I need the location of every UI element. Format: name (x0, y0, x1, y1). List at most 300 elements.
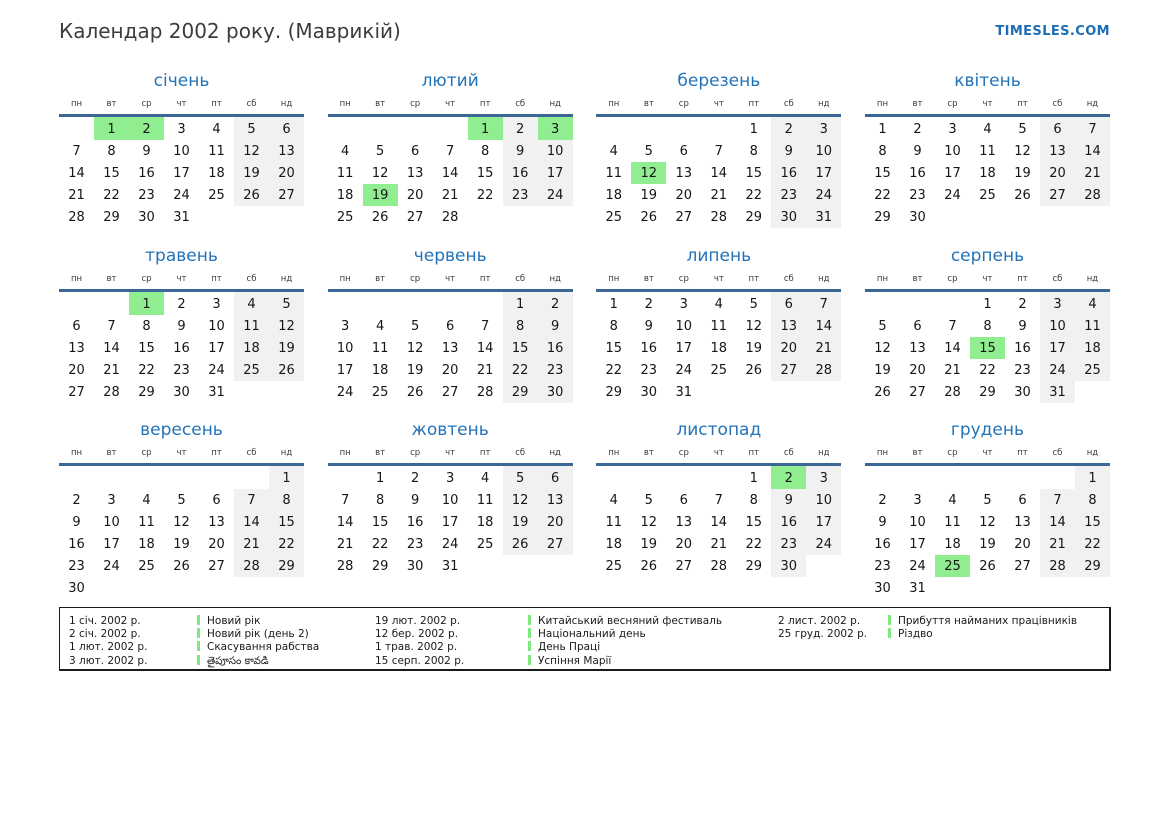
day-cell: 7 (481, 318, 490, 334)
holiday-day-cell: 15 (970, 337, 1005, 359)
day-cell: 31 (909, 580, 926, 596)
day-cell: 8 (749, 492, 758, 508)
day-cell: 7 (1040, 489, 1075, 511)
day-cell: 10 (806, 489, 841, 511)
day-cell: 30 (1014, 384, 1031, 400)
day-cell: 19 (874, 362, 891, 378)
day-cell: 17 (944, 165, 961, 181)
day-cell: 4 (142, 492, 151, 508)
day-cell: 18 (138, 536, 155, 552)
day-cell: 9 (538, 315, 573, 337)
day-cell: 1 (749, 121, 758, 137)
day-cell: 5 (983, 492, 992, 508)
day-cell: 16 (538, 337, 573, 359)
day-cell: 28 (710, 209, 728, 225)
day-cell: 12 (979, 514, 996, 530)
day-cell: 11 (234, 315, 269, 337)
weekday-label: вт (363, 96, 398, 116)
day-cell: 21 (710, 187, 728, 203)
legend-date: 25 груд. 2002 р. (778, 628, 868, 641)
day-cell: 7 (72, 143, 81, 159)
day-cell: 21 (1040, 533, 1075, 555)
day-cell: 13 (1040, 140, 1075, 162)
weekday-label: нд (269, 445, 304, 465)
day-cell: 7 (107, 318, 116, 334)
empty-day-cell (129, 577, 164, 599)
day-cell: 18 (605, 187, 623, 203)
legend-holiday-name: Різдво (888, 628, 1077, 641)
day-cell: 21 (234, 533, 269, 555)
day-cell: 4 (341, 143, 350, 159)
day-cell: 16 (138, 165, 155, 181)
day-cell: 11 (336, 165, 354, 181)
day-cell: 3 (1040, 291, 1075, 316)
day-cell: 12 (371, 165, 389, 181)
day-cell: 22 (371, 536, 389, 552)
day-cell: 22 (503, 359, 538, 381)
day-cell: 18 (944, 536, 961, 552)
day-cell: 11 (138, 514, 155, 530)
day-cell: 28 (441, 209, 459, 225)
empty-day-cell (199, 577, 234, 599)
weekday-label: ср (129, 96, 164, 116)
day-cell: 1 (1075, 465, 1110, 490)
brand-link[interactable]: TIMESLES.COM (995, 24, 1110, 39)
day-cell: 13 (208, 514, 225, 530)
day-cell: 2 (72, 492, 81, 508)
day-cell: 20 (1040, 162, 1075, 184)
day-cell: 11 (944, 514, 961, 530)
day-cell: 21 (103, 362, 120, 378)
day-cell: 11 (979, 143, 996, 159)
day-cell: 3 (679, 296, 688, 312)
day-cell: 29 (371, 558, 389, 574)
day-cell: 9 (177, 318, 186, 334)
month-grid (865, 96, 1110, 228)
day-cell: 11 (476, 492, 494, 508)
weekday-label: чт (164, 96, 199, 116)
day-cell: 20 (538, 511, 573, 533)
day-cell: 26 (874, 384, 891, 400)
day-cell: 16 (771, 162, 806, 184)
day-cell: 9 (878, 514, 887, 530)
day-cell: 16 (406, 514, 424, 530)
day-cell: 23 (138, 187, 155, 203)
day-cell: 10 (538, 140, 573, 162)
day-cell: 2 (177, 296, 186, 312)
day-cell: 27 (771, 359, 806, 381)
day-cell: 3 (446, 470, 455, 486)
month-grid (328, 445, 573, 577)
legend-date: 1 січ. 2002 р. (69, 615, 141, 627)
weekday-label: пн (596, 445, 631, 465)
empty-day-cell (935, 291, 970, 316)
day-cell: 21 (944, 362, 961, 378)
day-cell: 13 (1014, 514, 1031, 530)
day-cell: 5 (644, 492, 653, 508)
holiday-marker-icon (528, 641, 531, 651)
holiday-marker-icon (197, 628, 200, 638)
legend-holiday-name: Скасування рабства (197, 641, 319, 654)
day-cell: 15 (476, 165, 494, 181)
day-cell: 15 (874, 165, 891, 181)
month-grid (865, 445, 1110, 599)
day-cell: 22 (979, 362, 996, 378)
day-cell: 12 (745, 318, 763, 334)
weekday-label: вт (900, 445, 935, 465)
empty-day-cell (701, 381, 736, 403)
day-cell: 13 (771, 315, 806, 337)
day-cell: 19 (640, 536, 658, 552)
day-cell: 1 (503, 291, 538, 316)
day-cell: 29 (1075, 555, 1110, 577)
day-cell: 15 (269, 511, 304, 533)
day-cell: 3 (107, 492, 116, 508)
day-cell: 24 (103, 558, 120, 574)
day-cell: 1 (983, 296, 992, 312)
day-cell: 29 (503, 381, 538, 403)
legend-column-3 (778, 615, 1077, 641)
day-cell: 26 (503, 533, 538, 555)
weekday-label: пт (1005, 96, 1040, 116)
weekday-label: вт (94, 445, 129, 465)
day-cell: 28 (944, 384, 961, 400)
day-cell: 14 (476, 340, 494, 356)
legend-entry (375, 615, 722, 628)
day-cell: 28 (234, 555, 269, 577)
day-cell: 7 (446, 143, 455, 159)
day-cell: 17 (806, 511, 841, 533)
day-cell: 9 (411, 492, 420, 508)
day-cell: 17 (103, 536, 120, 552)
weekday-label: нд (806, 445, 841, 465)
empty-day-cell (1005, 206, 1040, 228)
day-cell: 19 (173, 536, 190, 552)
day-cell: 5 (503, 465, 538, 490)
day-cell: 14 (103, 340, 120, 356)
weekday-label: ср (398, 271, 433, 291)
day-cell: 18 (336, 187, 354, 203)
holiday-marker-icon (888, 628, 891, 638)
day-cell: 3 (806, 465, 841, 490)
day-cell: 18 (208, 165, 225, 181)
day-cell: 22 (269, 533, 304, 555)
month-title: серпень (950, 246, 1025, 266)
day-cell: 6 (679, 143, 688, 159)
empty-day-cell (631, 116, 666, 141)
month-title: березень (677, 71, 761, 91)
day-cell: 8 (481, 143, 490, 159)
day-cell: 25 (234, 359, 269, 381)
holiday-legend-box (59, 607, 1111, 671)
holiday-marker-icon (528, 615, 531, 625)
month-block (596, 245, 841, 419)
day-cell: 26 (173, 558, 190, 574)
empty-day-cell (94, 577, 129, 599)
weekday-label: сб (234, 96, 269, 116)
day-cell: 12 (173, 514, 190, 530)
day-cell: 13 (675, 514, 693, 530)
day-cell: 16 (640, 340, 658, 356)
weekday-label: пн (328, 271, 363, 291)
legend-entry (375, 655, 722, 668)
day-cell: 10 (173, 143, 190, 159)
day-cell: 24 (336, 384, 354, 400)
month-block (328, 245, 573, 419)
day-cell: 9 (644, 318, 653, 334)
day-cell: 19 (640, 187, 658, 203)
legend-entry (375, 641, 722, 654)
day-cell: 24 (538, 184, 573, 206)
day-cell: 18 (476, 514, 494, 530)
weekday-label: пт (468, 445, 503, 465)
day-cell: 6 (913, 318, 922, 334)
day-cell: 20 (675, 187, 693, 203)
day-cell: 17 (538, 162, 573, 184)
legend-entry (69, 641, 319, 654)
empty-day-cell (468, 555, 503, 577)
empty-day-cell (234, 577, 269, 599)
weekday-label: ср (935, 96, 970, 116)
day-cell: 23 (640, 362, 658, 378)
day-cell: 8 (609, 318, 618, 334)
weekday-label: вт (631, 96, 666, 116)
day-cell: 23 (771, 184, 806, 206)
day-cell: 25 (710, 362, 728, 378)
empty-day-cell (935, 206, 970, 228)
day-cell: 29 (103, 209, 120, 225)
weekday-label: ср (666, 96, 701, 116)
day-cell: 14 (710, 165, 728, 181)
day-cell: 6 (212, 492, 221, 508)
day-cell: 8 (503, 315, 538, 337)
day-cell: 3 (913, 492, 922, 508)
day-cell: 19 (979, 536, 996, 552)
day-cell: 6 (411, 143, 420, 159)
empty-day-cell (806, 555, 841, 577)
legend-entry (69, 655, 319, 668)
empty-day-cell (935, 465, 970, 490)
day-cell: 23 (406, 536, 424, 552)
weekday-label: пт (199, 271, 234, 291)
day-cell: 19 (269, 337, 304, 359)
day-cell: 20 (68, 362, 85, 378)
weekday-label: ср (129, 271, 164, 291)
empty-day-cell (269, 206, 304, 228)
day-cell: 5 (234, 116, 269, 141)
day-cell: 30 (538, 381, 573, 403)
day-cell: 24 (806, 184, 841, 206)
day-cell: 27 (441, 384, 459, 400)
day-cell: 28 (710, 558, 728, 574)
holiday-day-cell: 19 (363, 184, 398, 206)
empty-day-cell (164, 577, 199, 599)
day-cell: 14 (234, 511, 269, 533)
day-cell: 15 (138, 340, 155, 356)
day-cell: 6 (72, 318, 81, 334)
day-cell: 13 (675, 165, 693, 181)
empty-day-cell (935, 577, 970, 599)
weekday-label: нд (806, 96, 841, 116)
empty-day-cell (433, 291, 468, 316)
weekday-label: пн (328, 96, 363, 116)
weekday-label: ср (129, 445, 164, 465)
day-cell: 15 (1075, 511, 1110, 533)
day-cell: 3 (177, 121, 186, 137)
day-cell: 30 (640, 384, 658, 400)
day-cell: 8 (269, 489, 304, 511)
day-cell: 19 (1014, 165, 1031, 181)
empty-day-cell (666, 116, 701, 141)
day-cell: 30 (173, 384, 190, 400)
day-cell: 29 (874, 209, 891, 225)
day-cell: 31 (441, 558, 459, 574)
legend-holiday-name: День Праці (528, 641, 722, 654)
month-block (865, 70, 1110, 245)
weekday-label: пн (59, 271, 94, 291)
weekday-label: чт (164, 445, 199, 465)
empty-day-cell (398, 116, 433, 141)
day-cell: 23 (771, 533, 806, 555)
day-cell: 21 (68, 187, 85, 203)
page-title: Календар 2002 року. (Маврикій) (59, 19, 401, 43)
empty-day-cell (701, 465, 736, 490)
day-cell: 23 (909, 187, 926, 203)
holiday-day-cell: 2 (771, 465, 806, 490)
month-block (596, 419, 841, 599)
day-cell: 5 (1018, 121, 1027, 137)
weekday-label: чт (701, 271, 736, 291)
day-cell: 30 (909, 209, 926, 225)
month-block (59, 419, 304, 599)
day-cell: 22 (476, 187, 494, 203)
empty-day-cell (900, 465, 935, 490)
weekday-label: нд (538, 445, 573, 465)
weekday-label: нд (806, 271, 841, 291)
legend-date: 1 лют. 2002 р. (69, 641, 148, 654)
weekday-label: пт (736, 96, 771, 116)
month-grid (59, 96, 304, 228)
day-cell: 10 (1040, 315, 1075, 337)
day-cell: 6 (446, 318, 455, 334)
day-cell: 9 (1018, 318, 1027, 334)
empty-day-cell (199, 206, 234, 228)
day-cell: 25 (138, 558, 155, 574)
holiday-day-cell: 12 (631, 162, 666, 184)
day-cell: 25 (208, 187, 225, 203)
day-cell: 9 (72, 514, 81, 530)
weekday-label: сб (1040, 445, 1075, 465)
holiday-day-cell: 2 (129, 116, 164, 141)
day-cell: 4 (714, 296, 723, 312)
empty-day-cell (771, 381, 806, 403)
day-cell: 25 (476, 536, 494, 552)
day-cell: 17 (909, 536, 926, 552)
month-title: лютий (421, 71, 479, 91)
day-cell: 24 (675, 362, 693, 378)
day-cell: 7 (341, 492, 350, 508)
day-cell: 7 (948, 318, 957, 334)
day-cell: 19 (503, 511, 538, 533)
day-cell: 29 (745, 558, 763, 574)
day-cell: 29 (138, 384, 155, 400)
day-cell: 17 (173, 165, 190, 181)
legend-holiday-name: Новий рік (197, 615, 319, 628)
holiday-day-cell: 25 (935, 555, 970, 577)
day-cell: 7 (234, 489, 269, 511)
weekday-label: пн (596, 96, 631, 116)
day-cell: 14 (1075, 140, 1110, 162)
day-cell: 23 (874, 558, 891, 574)
empty-day-cell (269, 381, 304, 403)
day-cell: 16 (68, 536, 85, 552)
day-cell: 14 (441, 165, 459, 181)
day-cell: 30 (874, 580, 891, 596)
month-title: червень (413, 246, 487, 266)
holiday-marker-icon (528, 655, 531, 665)
weekday-label: пт (468, 96, 503, 116)
legend-entry (375, 628, 722, 641)
day-cell: 18 (979, 165, 996, 181)
day-cell: 26 (979, 558, 996, 574)
month-title: листопад (676, 420, 762, 440)
day-cell: 2 (411, 470, 420, 486)
weekday-label: сб (234, 445, 269, 465)
month-title: липень (686, 246, 752, 266)
empty-day-cell (59, 116, 94, 141)
empty-day-cell (1075, 381, 1110, 403)
legend-entry (778, 628, 1077, 641)
legend-date: 15 серп. 2002 р. (375, 654, 465, 667)
weekday-label: нд (269, 271, 304, 291)
day-cell: 15 (371, 514, 389, 530)
weekday-label: чт (433, 271, 468, 291)
weekday-label: ср (935, 445, 970, 465)
day-cell: 5 (269, 291, 304, 316)
day-cell: 24 (806, 533, 841, 555)
day-cell: 4 (983, 121, 992, 137)
day-cell: 3 (948, 121, 957, 137)
day-cell: 13 (441, 340, 459, 356)
empty-day-cell (234, 206, 269, 228)
day-cell: 27 (68, 384, 85, 400)
empty-day-cell (1040, 465, 1075, 490)
day-cell: 30 (406, 558, 424, 574)
day-cell: 12 (640, 514, 658, 530)
empty-day-cell (503, 555, 538, 577)
day-cell: 27 (269, 184, 304, 206)
day-cell: 17 (441, 514, 459, 530)
day-cell: 28 (103, 384, 120, 400)
day-cell: 1 (878, 121, 887, 137)
day-cell: 4 (609, 492, 618, 508)
day-cell: 20 (909, 362, 926, 378)
day-cell: 27 (909, 384, 926, 400)
weekday-label: сб (1040, 271, 1075, 291)
day-cell: 29 (979, 384, 996, 400)
day-cell: 6 (679, 492, 688, 508)
day-cell: 30 (771, 555, 806, 577)
day-cell: 31 (208, 384, 225, 400)
day-cell: 8 (107, 143, 116, 159)
day-cell: 8 (878, 143, 887, 159)
day-cell: 4 (948, 492, 957, 508)
weekday-label: нд (1075, 271, 1110, 291)
empty-day-cell (363, 116, 398, 141)
day-cell: 13 (68, 340, 85, 356)
weekday-label: нд (538, 271, 573, 291)
day-cell: 3 (341, 318, 350, 334)
